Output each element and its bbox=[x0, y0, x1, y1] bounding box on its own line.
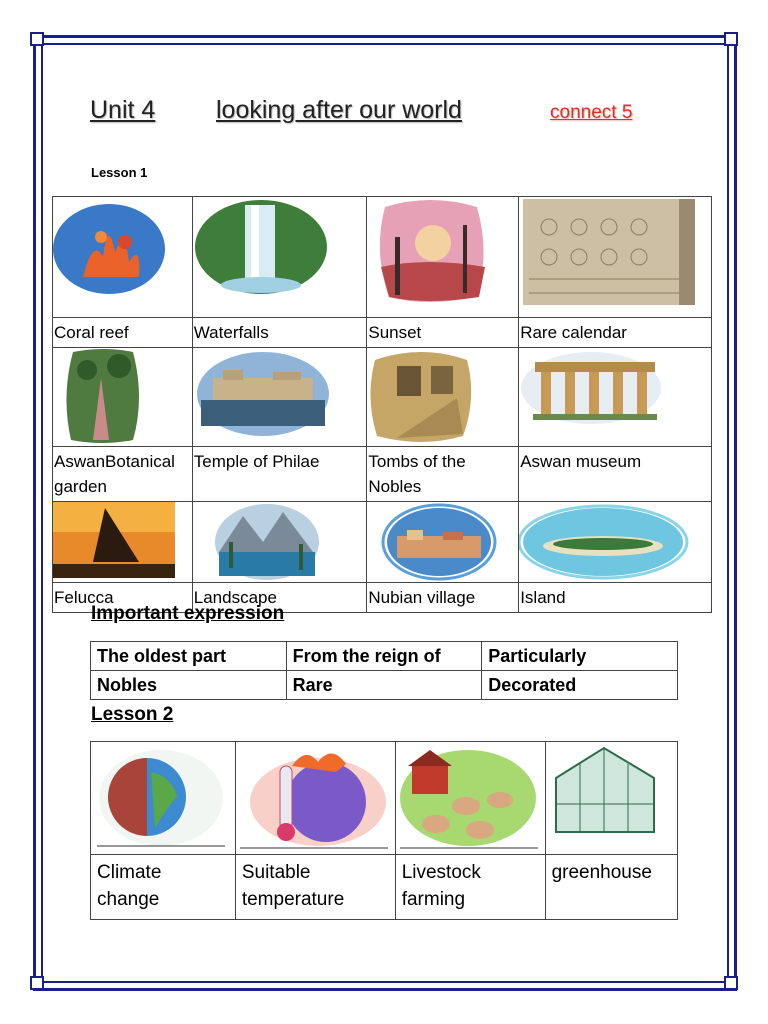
museum-picture bbox=[519, 348, 663, 428]
expression-cell: From the reign of bbox=[286, 642, 482, 671]
lesson-1-heading: Lesson 1 bbox=[91, 165, 148, 180]
unit-title: Unit 4 bbox=[90, 96, 156, 124]
vocab-label: Temple of Philae bbox=[192, 447, 367, 502]
vocab-label: Rare calendar bbox=[519, 318, 712, 348]
desert-sunset-picture bbox=[367, 197, 493, 303]
waterfall-picture bbox=[193, 197, 329, 297]
vocab-label: Nubian village bbox=[367, 583, 519, 613]
expression-cell: Nobles bbox=[91, 671, 287, 700]
vocab-label: AswanBotanical garden bbox=[53, 447, 193, 502]
climate-globe-picture bbox=[91, 742, 231, 850]
farm-animals-picture bbox=[396, 742, 542, 850]
vocab-label: Felucca bbox=[53, 583, 193, 613]
series-label: connect 5 bbox=[550, 102, 633, 123]
lesson-2-label: Suitable temperature bbox=[235, 855, 395, 920]
expressions-table bbox=[90, 641, 678, 700]
lesson-2-heading: Lesson 2 bbox=[91, 704, 174, 725]
vocab-label: Island bbox=[519, 583, 712, 613]
vocab-label: Coral reef bbox=[53, 318, 193, 348]
botanical-garden-picture bbox=[53, 348, 153, 444]
corner-ornament bbox=[724, 32, 738, 46]
ancient-calendar-picture bbox=[519, 197, 697, 307]
lesson-2-label: greenhouse bbox=[545, 855, 677, 920]
vocabulary-table bbox=[52, 196, 712, 613]
vocab-label: Sunset bbox=[367, 318, 519, 348]
expression-cell: Rare bbox=[286, 671, 482, 700]
expression-cell: Particularly bbox=[482, 642, 678, 671]
philae-temple-picture bbox=[193, 348, 333, 438]
nubian-village-picture bbox=[367, 502, 507, 582]
vocab-label: Tombs of the Nobles bbox=[367, 447, 519, 502]
landscape-picture bbox=[193, 502, 339, 582]
lesson-2-label: Climate change bbox=[91, 855, 236, 920]
vocab-label: Landscape bbox=[192, 583, 367, 613]
corner-ornament bbox=[724, 976, 738, 990]
important-expression-heading: Important expression bbox=[91, 603, 285, 624]
thermometer-globe-picture bbox=[236, 742, 392, 850]
lesson-2-table bbox=[90, 741, 678, 920]
expression-cell: The oldest part bbox=[91, 642, 287, 671]
tombs-picture bbox=[367, 348, 475, 444]
expression-cell: Decorated bbox=[482, 671, 678, 700]
corner-ornament bbox=[30, 976, 44, 990]
vocab-label: Aswan museum bbox=[519, 447, 712, 502]
greenhouse-picture bbox=[546, 742, 664, 838]
felucca-picture bbox=[53, 502, 175, 578]
lesson-2-label: Livestock farming bbox=[395, 855, 545, 920]
coral-reef-picture bbox=[53, 197, 169, 297]
corner-ornament bbox=[30, 32, 44, 46]
vocab-label: Waterfalls bbox=[192, 318, 367, 348]
page-title: looking after our world bbox=[216, 96, 462, 124]
island-picture bbox=[519, 502, 689, 582]
